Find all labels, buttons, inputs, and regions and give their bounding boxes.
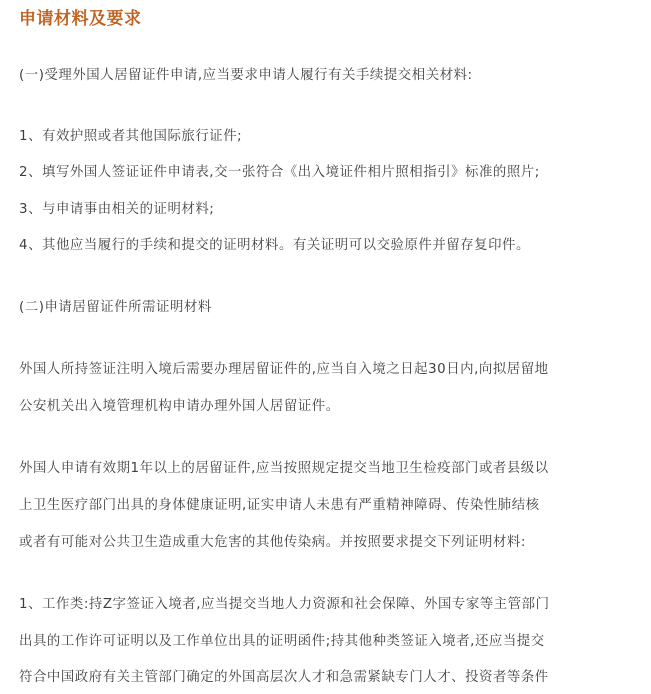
paragraph-line: 公安机关出入境管理机构申请办理外国人居留证件。 <box>19 399 340 414</box>
section1-intro: (一)受理外国人居留证件申请,应当要求申请人履行有关手续提交相关材料: <box>19 68 473 83</box>
paragraph-line: 1、工作类:持Z字签证入境者,应当提交当地人力资源和社会保障、外国专家等主管部门 <box>19 597 550 612</box>
paragraph-line: 外国人申请有效期1年以上的居留证件,应当按照规定提交当地卫生检疫部门或者县级以 <box>19 461 549 476</box>
paragraph-line: 上卫生医疗部门出具的身体健康证明,证实申请人未患有严重精神障碍、传染性肺结核 <box>19 498 540 513</box>
paragraph-line: 外国人所持签证注明入境后需要办理居留证件的,应当自入境之日起30日内,向拟居留地 <box>19 362 549 377</box>
paragraph-line: 出具的工作许可证明以及工作单位出具的证明函件;持其他种类签证入境者,还应当提交 <box>19 634 545 649</box>
page-title: 申请材料及要求 <box>19 9 142 29</box>
list-item: 1、有效护照或者其他国际旅行证件; <box>19 129 243 144</box>
section2-heading: (二)申请居留证件所需证明材料 <box>19 300 212 315</box>
list-item: 4、其他应当履行的手续和提交的证明材料。有关证明可以交验原件并留存复印件。 <box>19 238 530 253</box>
list-item: 3、与申请事由相关的证明材料; <box>19 202 215 217</box>
paragraph-line: 符合中国政府有关主管部门确定的外国高层次人才和急需紧缺专门人才、投资者等条件 <box>19 670 549 685</box>
list-item: 2、填写外国人签证证件申请表,交一张符合《出入境证件相片照相指引》标准的照片; <box>19 165 540 180</box>
paragraph-line: 或者有可能对公共卫生造成重大危害的其他传染病。并按照要求提交下列证明材料: <box>19 535 526 550</box>
